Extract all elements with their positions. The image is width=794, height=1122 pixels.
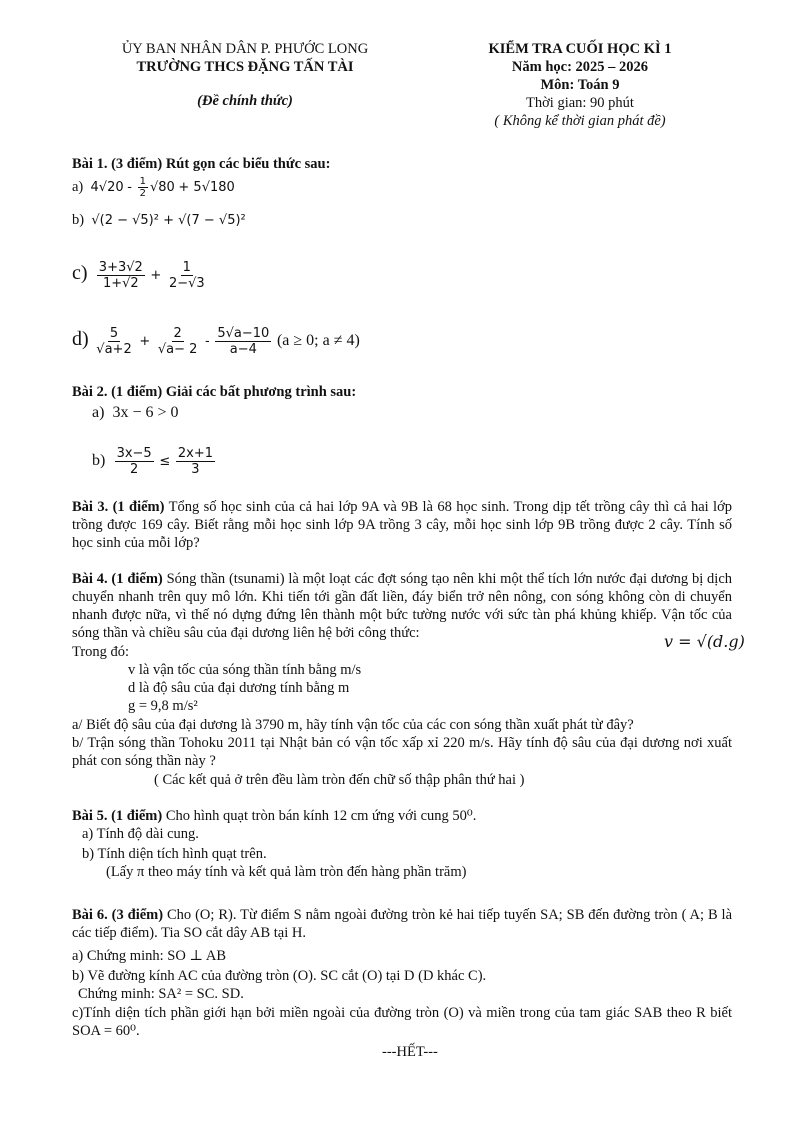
bai1-c-op: + (150, 267, 162, 283)
authority-name: ỦY BAN NHÂN DÂN P. PHƯỚC LONG (121, 41, 369, 57)
bai4-formula: v = √(d.g) (664, 632, 745, 651)
bai1-a-op: - (127, 179, 132, 195)
bai1-c (72, 260, 209, 291)
bai1-d (72, 326, 360, 357)
bai4-qb: b/ Trận sóng thần Tohoku 2011 tại Nhật bản có vận tốc xấp xỉ 220 m/s. Hãy tính độ sâu của đại dương nơi xuất phát con sóng thần này ? (72, 735, 732, 769)
official-label: (Đề chính thức) (197, 93, 293, 109)
header-right (440, 40, 720, 130)
bai4-v-def: v là vận tốc của sóng thần tính bằng m/s (128, 662, 362, 678)
bai6-a: a) Chứng minh: SO ⊥ AB (72, 948, 227, 964)
bai1-b-label: b) (72, 212, 85, 228)
bai6-b2: Chứng minh: SA² = SC. SD. (78, 986, 244, 1002)
bai1-c-label: c) (72, 261, 88, 284)
bai6 (72, 906, 732, 942)
bai1-b-expr: √(2 − √5)² + √(7 − √5)² (91, 213, 246, 228)
bai1-a-term1: 4√20 (90, 179, 124, 195)
bai3-title: Bài 3. (1 điểm) (72, 499, 165, 515)
bai4-text: Sóng thần (tsunami) là một loạt các đợt sóng tạo nên khi một thể tích lớn nước đại dương bị dịch chuyển nhanh trên quy mô lớn. Khi tiến tới gần đất liền, đáy biển trở nên nông, con sóng không còn di chuyển nhanh được nữa, vì thế nó dựng đứng lên thành một bức tường nước với sức tàn phá khủng khiếp. Vận tốc của sóng thần và chiều sâu của đại dương liên hệ bởi công thức: (72, 571, 733, 641)
bai2-b-frac2: $\frac{2x+1}{3}$ (177, 446, 214, 477)
bai1-a-term3: + 5√180 (178, 179, 235, 195)
school-name: TRƯỜNG THCS ĐẶNG TẤN TÀI (136, 59, 354, 75)
bai5-b: b) Tính diện tích hình quạt trên. (82, 846, 267, 862)
bai1-title: Bài 1. (3 điểm) Rút gọn các biểu thức sau: (72, 156, 331, 172)
bai6-text: Cho (O; R). Từ điểm S nằm ngoài đường tròn kẻ hai tiếp tuyến SA; SB đến đường tròn ( A; B là các tiếp điểm). Tia SO cắt dây AB tại H. (72, 907, 733, 941)
exam-title: KIỂM TRA CUỐI HỌC KÌ 1 (488, 41, 672, 57)
bai1-a-frac: $\frac{1}{2}$ (139, 176, 146, 199)
bai4-d-def: d là độ sâu của đại dương tính bằng m (128, 680, 350, 696)
bai1-d-op2: - (205, 333, 210, 349)
header-left (95, 40, 395, 110)
footer-end: ---HẾT--- (382, 1044, 438, 1060)
bai6-b: b) Vẽ đường kính AC của đường tròn (O). SC cắt (O) tại D (D khác C). (72, 968, 487, 984)
bai1-c-frac2: $\frac{1}{2-√3}$ (168, 260, 205, 291)
bai1-a (72, 176, 235, 199)
bai6-c: c)Tính diện tích phần giới hạn bởi miền ngoài của đường tròn (O) và miền trong của tam giác SAB theo R biết SOA = 60⁰. (72, 1005, 732, 1039)
bai1-c-frac1: $\frac{3+3√2}{1+√2}$ (98, 260, 143, 291)
bai5 (72, 808, 476, 825)
bai1-d-label: d) (72, 327, 89, 350)
duration-note: ( Không kể thời gian phát đề) (494, 113, 666, 129)
bai5-text: Cho hình quạt tròn bán kính 12 cm ứng với cung 50⁰. (165, 808, 477, 824)
bai6-title: Bài 6. (3 điểm) (72, 907, 164, 923)
subject: Môn: Toán 9 (540, 77, 620, 93)
bai2-title: Bài 2. (1 điểm) Giải các bất phương trình sau: (72, 384, 357, 400)
bai5-note: (Lấy π theo máy tính và kết quả làm tròn đến hàng phần trăm) (106, 864, 467, 880)
bai2-a (92, 404, 178, 422)
bai4-g-def: g = 9,8 m/s² (128, 698, 198, 714)
bai2-b-frac1: $\frac{3x-5}{2}$ (116, 446, 152, 477)
bai1-d-frac2: $\frac{2}{√a- 2}$ (157, 326, 198, 357)
bai1-d-frac1: $\frac{5}{√a+2}$ (96, 326, 132, 357)
bai1-d-op1: + (139, 333, 151, 349)
bai2-a-expr: 3x − 6 > 0 (112, 404, 179, 421)
bai1-d-condition: (a ≥ 0; a ≠ 4) (276, 331, 360, 349)
bai4-intro (72, 570, 732, 642)
bai3-text: Tổng số học sinh của cả hai lớp 9A và 9B là 68 học sinh. Trong dịp tết trồng cây thì cả hai lớp trồng được 169 cây. Biết rằng mỗi học sinh lớp 9A trồng 3 cây, mỗi học sinh lớp 9B trồng được 2 cây. Tính số học sinh của mỗi lớp? (72, 499, 732, 551)
bai4-round-note: ( Các kết quả ở trên đều làm tròn đến chữ số thập phân thứ hai ) (154, 772, 525, 788)
school-year: Năm học: 2025 – 2026 (511, 59, 649, 75)
bai1-b (72, 212, 246, 229)
bai4-title: Bài 4. (1 điểm) (72, 571, 163, 587)
bai2-b-label: b) (92, 451, 106, 469)
bai3 (72, 498, 732, 552)
bai5-a: a) Tính độ dài cung. (82, 826, 199, 842)
bai2-a-label: a) (92, 404, 105, 421)
bai1-d-frac3: $\frac{5√a-10}{a-4}$ (217, 326, 270, 357)
bai4-where: Trong đó: (72, 644, 130, 660)
bai5-title: Bài 5. (1 điểm) (72, 808, 163, 824)
bai4-qa: a/ Biết độ sâu của đại dương là 3790 m, hãy tính vận tốc của các con sóng thần xuất phát từ đây? (72, 717, 634, 733)
duration: Thời gian: 90 phút (526, 95, 634, 111)
bai1-a-term2: √80 (149, 179, 175, 195)
bai2-b-op: ≤ (159, 453, 171, 469)
bai2-b (92, 446, 217, 477)
bai1-a-label: a) (72, 178, 84, 195)
